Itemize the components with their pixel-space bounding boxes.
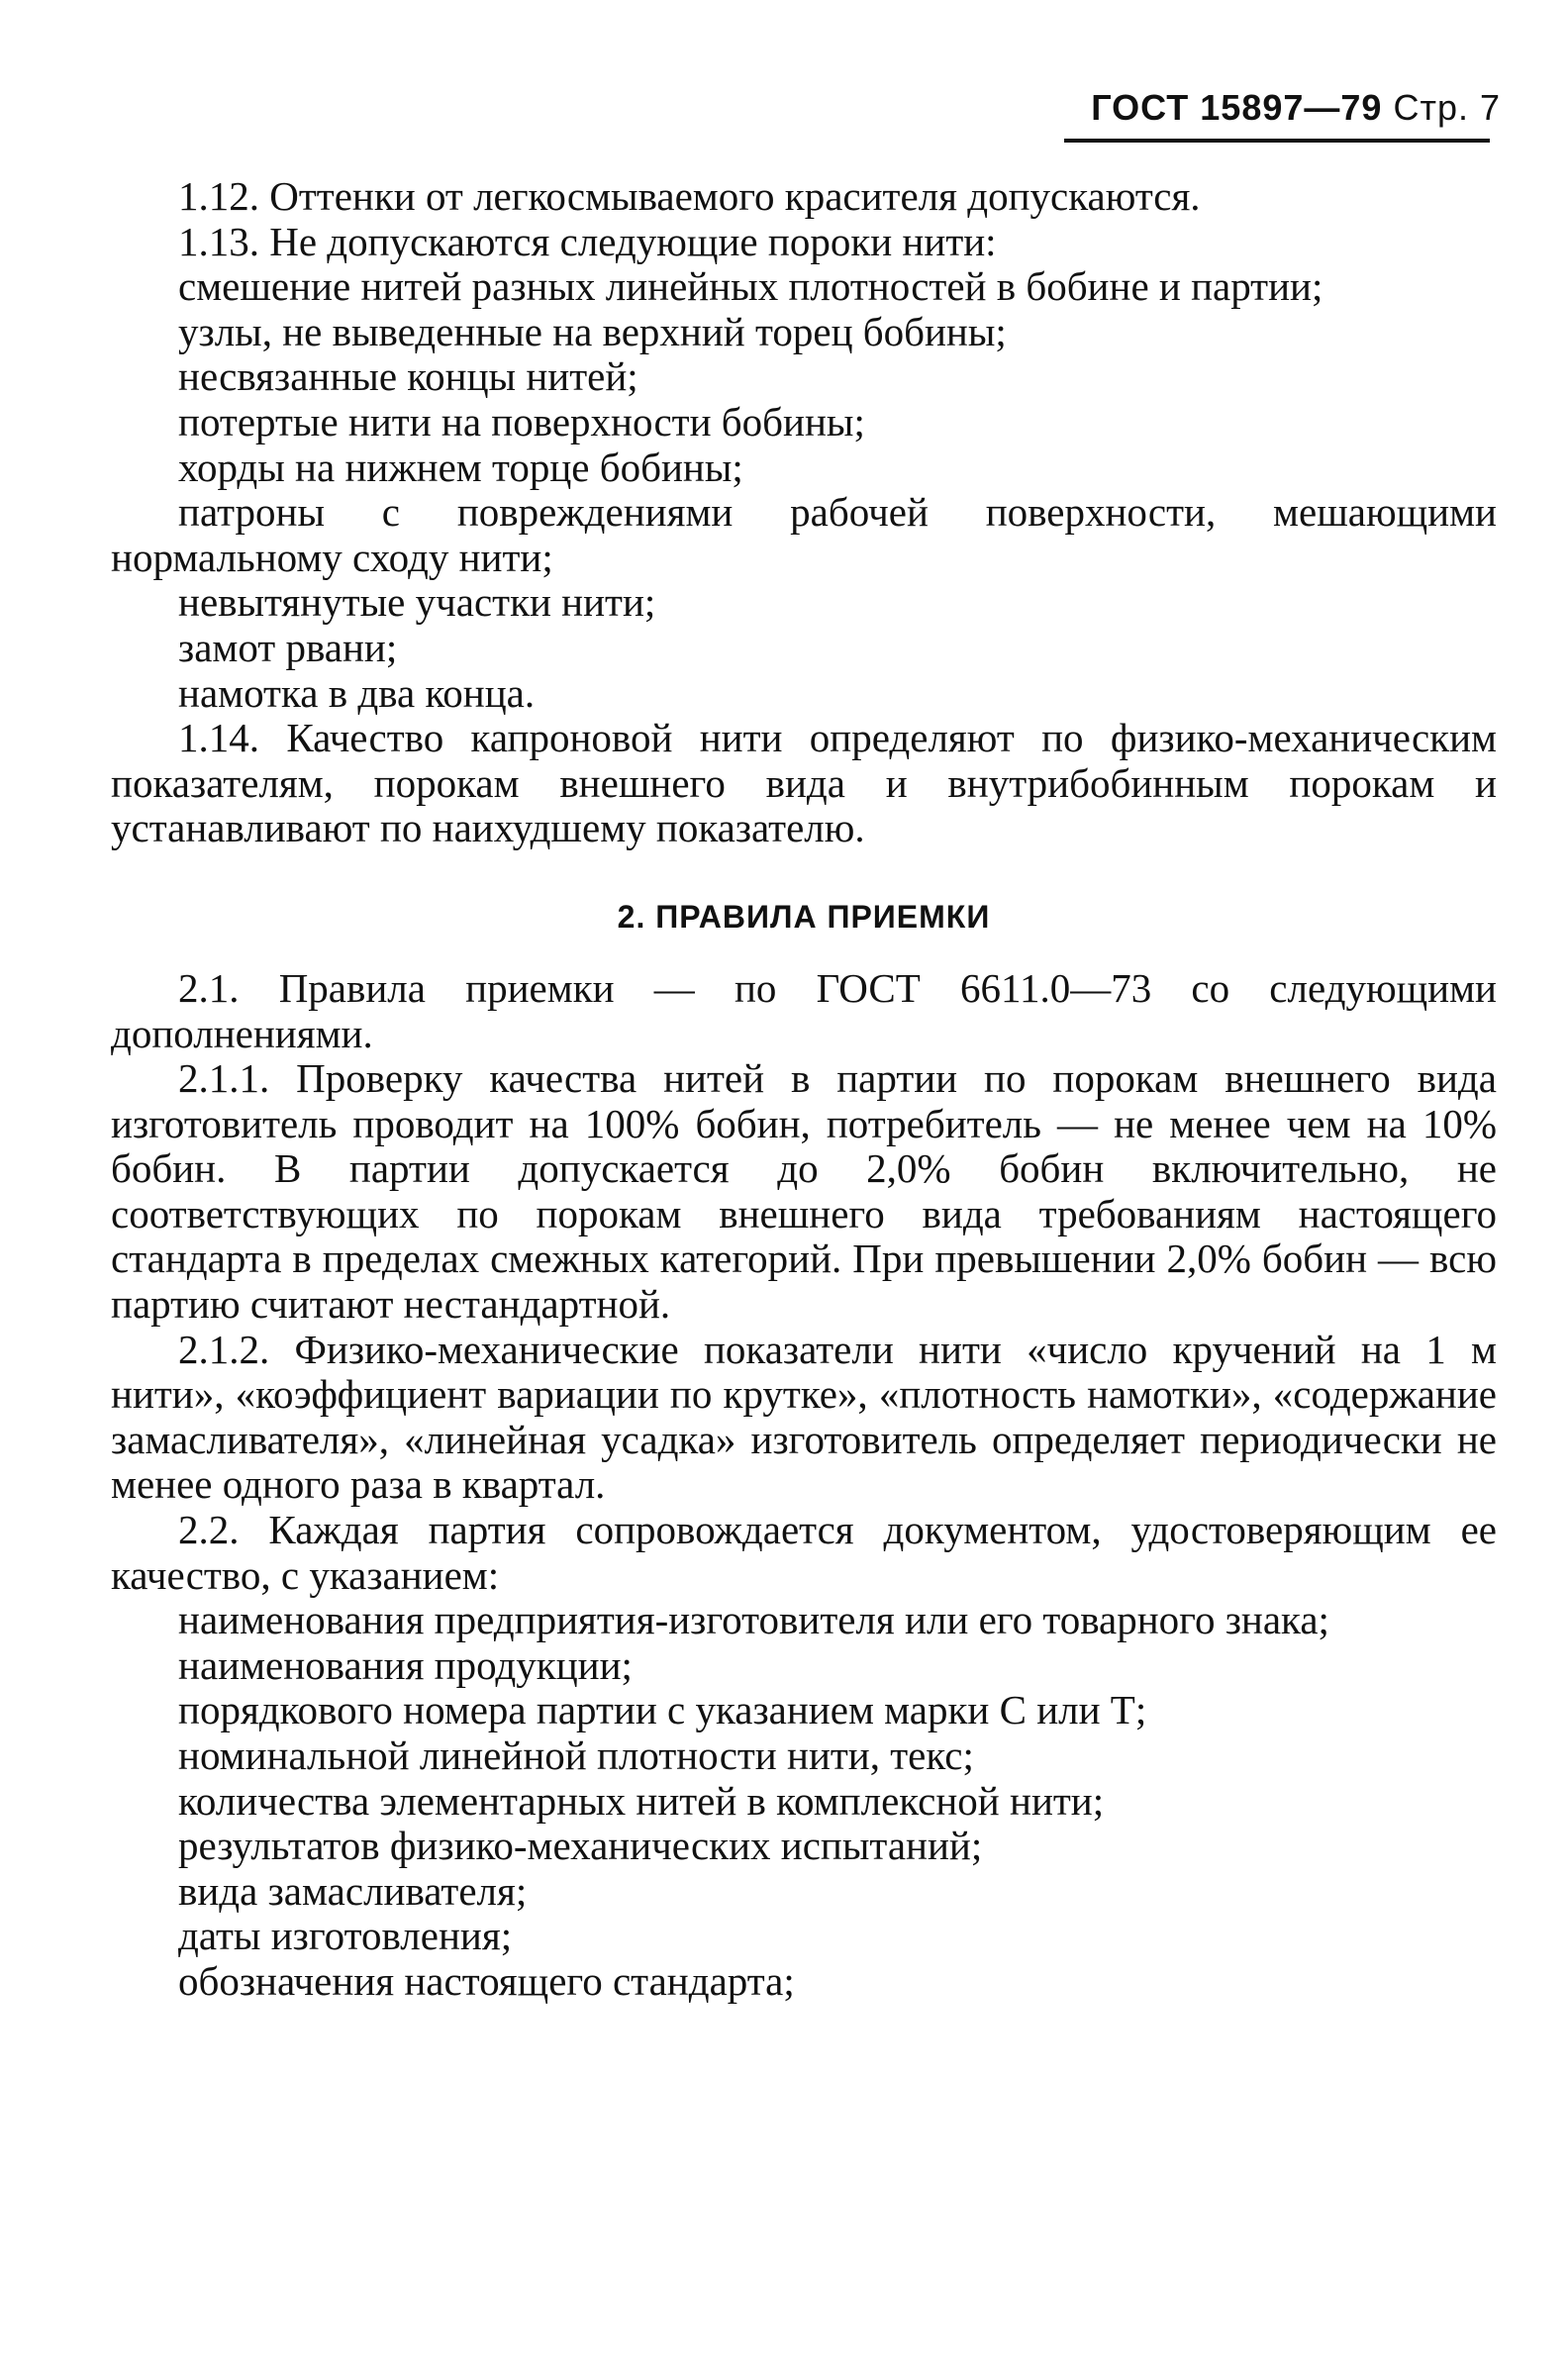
clause-2-1-1: 2.1.1. Проверку качества нитей в партии по порокам внешнего вида изготовитель проводит на 100% бобин, потребитель — не менее чем на 10% бобин. В партии допускается до 2,0% бобин включительно, не соответствующих по порокам внешнего вида требованиям настоящего стандарта в пределах смежных категорий. При превышении 2,0% бобин — всю партию считают нестандартной. xyxy=(111,1055,1497,1328)
page-number: Стр. 7 xyxy=(1393,87,1501,128)
page-body xyxy=(111,174,1497,2005)
list-item: порядкового номера партии с указанием марки С или Т; xyxy=(178,1687,1147,1733)
list-item: даты изготовления; xyxy=(178,1913,513,1959)
list-item: намотка в два конца. xyxy=(178,669,536,716)
list-item: обозначения настоящего стандарта; xyxy=(178,1957,795,2004)
clause-1-12: 1.12. Оттенки от легкосмываемого красителя допускаются. xyxy=(178,173,1201,219)
header-rule xyxy=(1064,139,1490,143)
clause-1-14: 1.14. Качество капроновой нити определяют по физико-механическим показателям, порокам внешнего вида и внутрибобинным порокам и устанавливают по наихудшему показателю. xyxy=(111,715,1497,851)
list-item: потертые нити на поверхности бобины; xyxy=(178,398,865,445)
defects-list xyxy=(111,264,1497,716)
standard-designation: ГОСТ 15897—79 xyxy=(1091,87,1383,128)
list-item: невытянутые участки нити; xyxy=(178,579,656,626)
list-item: замот рвани; xyxy=(178,624,398,670)
clause-1-13: 1.13. Не допускаются следующие пороки нити: xyxy=(178,218,997,264)
list-item: вида замасливателя; xyxy=(178,1867,528,1914)
list-item: узлы, не выведенные на верхний торец бобины; xyxy=(178,308,1007,354)
list-item: результатов физико-механических испытаний; xyxy=(178,1823,983,1869)
document-contents-list xyxy=(111,1598,1497,2004)
clause-2-2: 2.2. Каждая партия сопровождается документом, удостоверяющим ее качество, с указанием: xyxy=(111,1507,1497,1598)
page-header xyxy=(1091,87,1501,129)
clause-2-1-2: 2.1.2. Физико-механические показатели нити «число кручений на 1 м нити», «коэффициент вариации по крутке», «плотность намотки», «содержание замасливателя», «линейная усадка» изготовитель определяет периодически не менее одного раза в квартал. xyxy=(111,1326,1497,1508)
clause-2-1: 2.1. Правила приемки — по ГОСТ 6611.0—73 со следующими дополнениями. xyxy=(111,964,1497,1056)
list-item: количества элементарных нитей в комплексной нити; xyxy=(178,1777,1105,1824)
list-item: номинальной линейной плотности нити, текс; xyxy=(178,1732,974,1778)
list-item: несвязанные концы нитей; xyxy=(178,353,638,400)
list-item: наименования продукции; xyxy=(178,1641,633,1688)
section-2-title: 2. ПРАВИЛА ПРИЕМКИ xyxy=(617,898,991,935)
list-item: патроны с повреждениями рабочей поверхности, мешающими нормальному сходу нити; xyxy=(111,489,1497,580)
list-item: смешение нитей разных линейных плотностей в бобине и партии; xyxy=(178,263,1323,310)
list-item: хорды на нижнем торце бобины; xyxy=(178,444,743,490)
list-item: наименования предприятия-изготовителя или его товарного знака; xyxy=(178,1597,1329,1643)
